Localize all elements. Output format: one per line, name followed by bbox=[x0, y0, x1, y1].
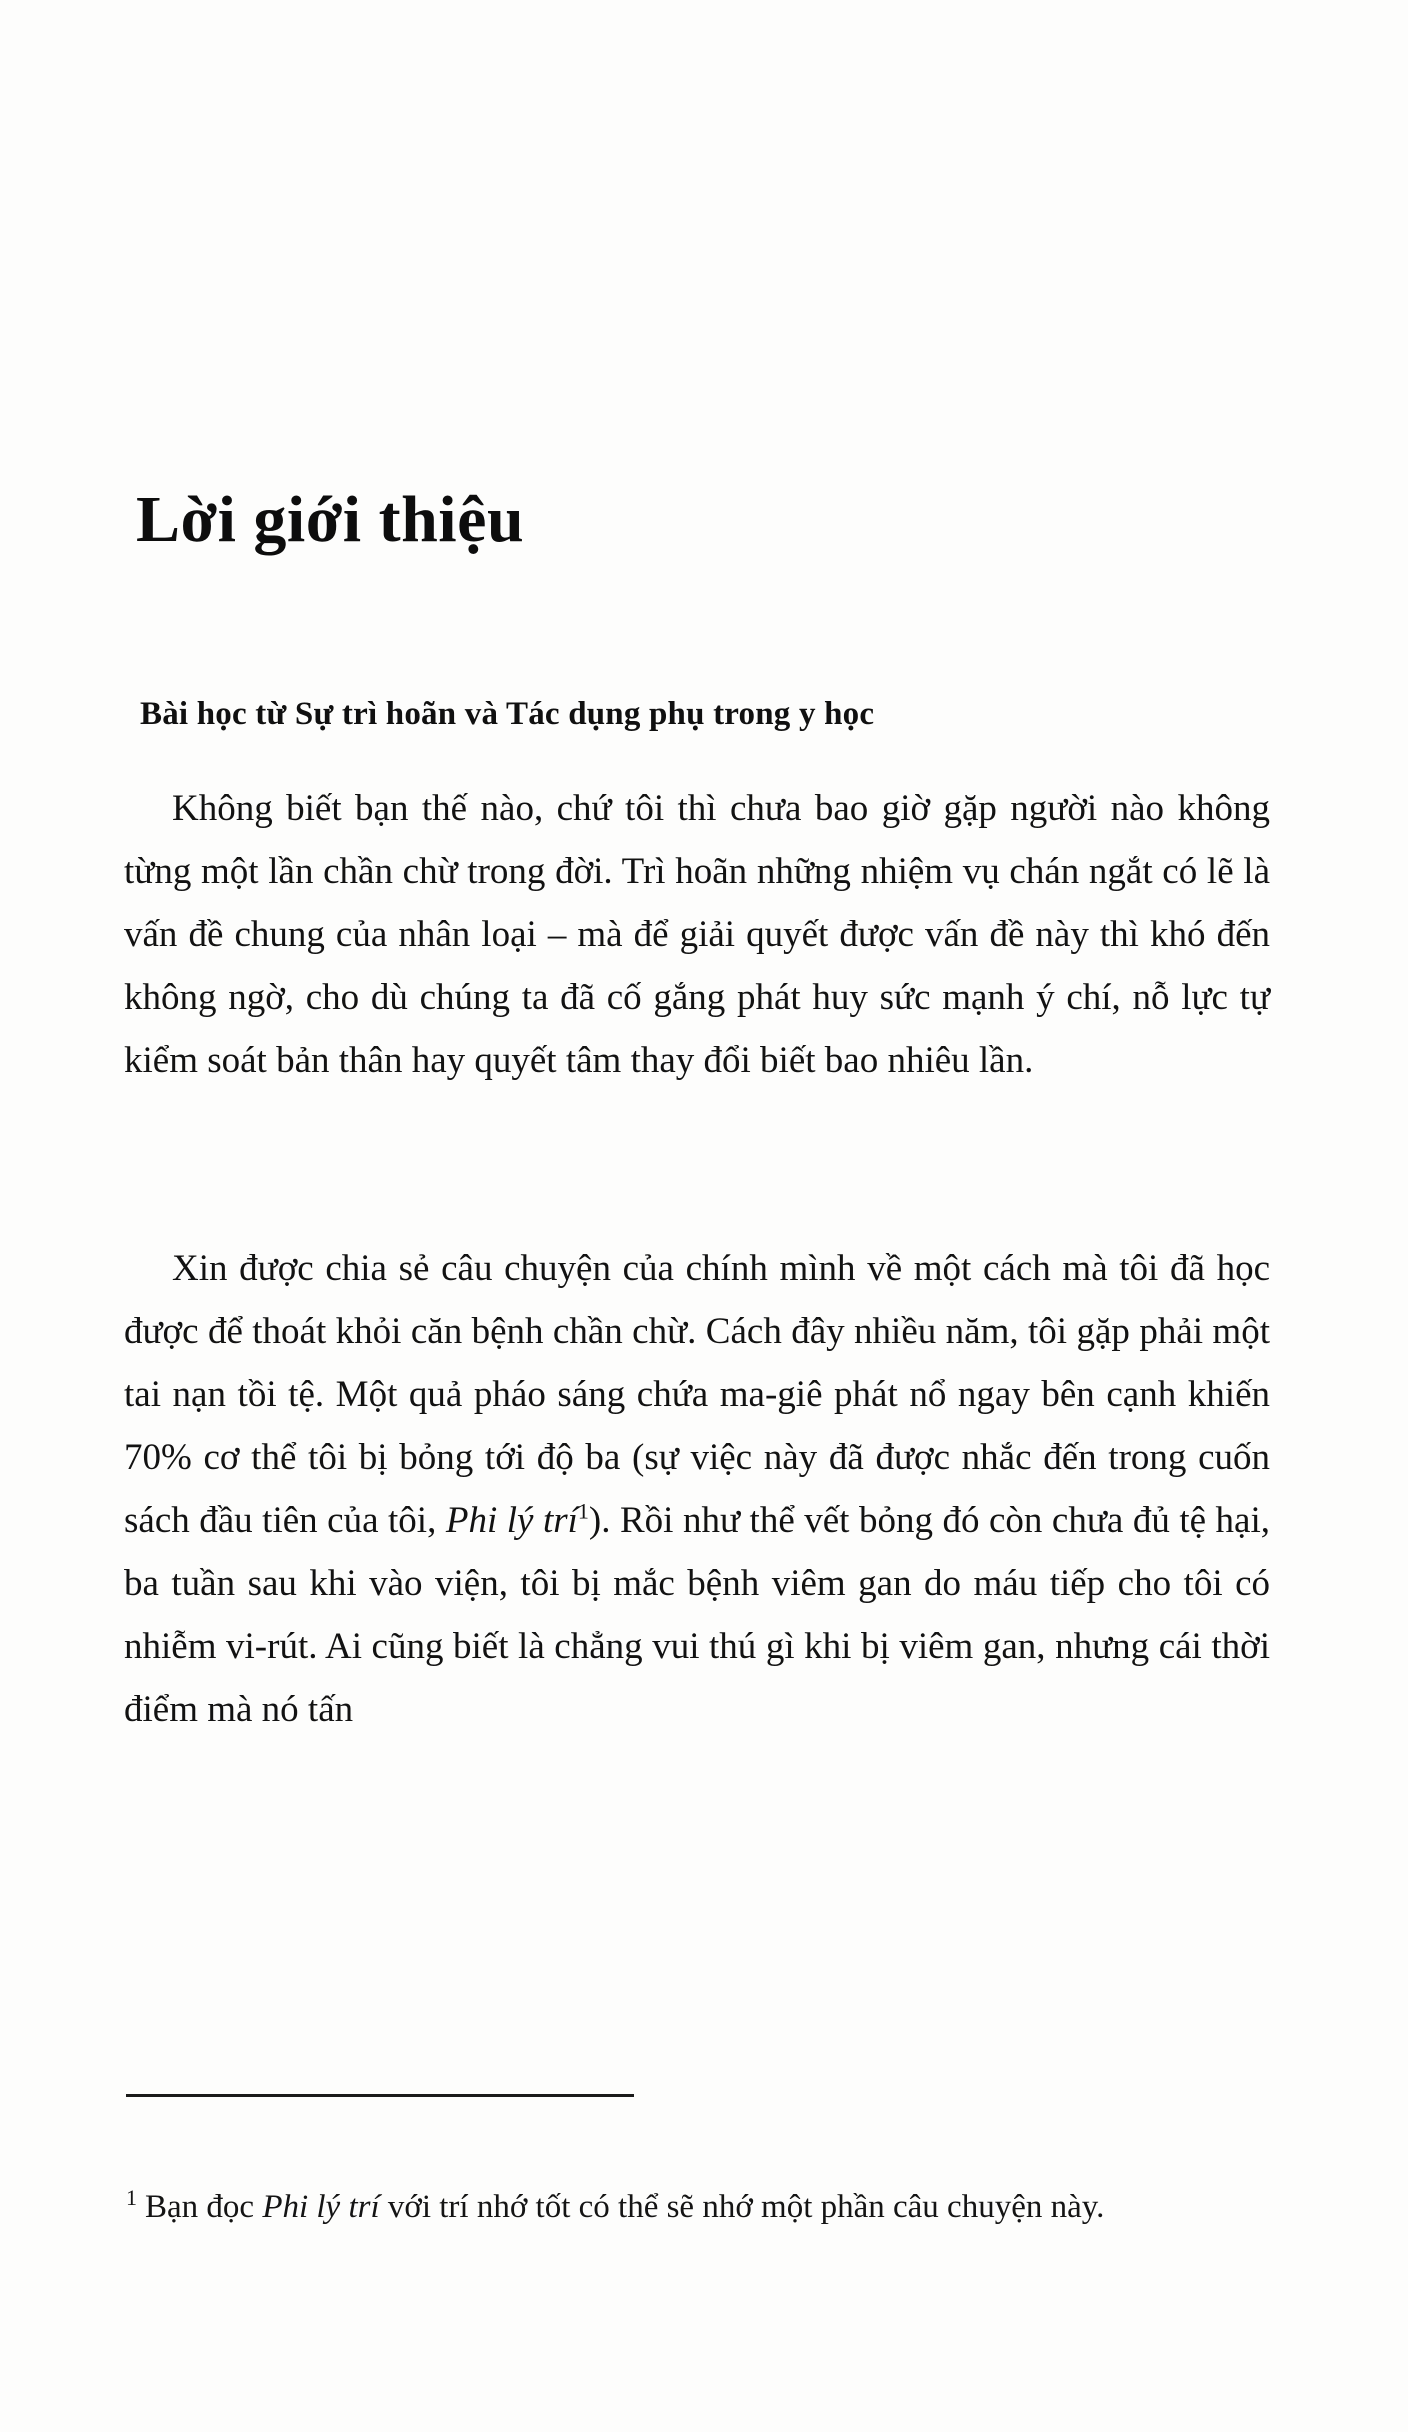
page-title: Lời giới thiệu bbox=[136, 483, 525, 557]
section-subtitle: Bài học từ Sự trì hoãn và Tác dụng phụ trong y học bbox=[140, 696, 875, 733]
paragraph-2-text-part-1: Xin được chia sẻ câu chuyện của chính mình về một cách mà tôi đã học được để thoát khỏi căn bệnh chần chừ. Cách đây nhiều năm, tôi gặp phải một tai nạn tồi tệ. Một quả pháo sáng chứa ma-giê phát nổ ngay bên cạnh khiến 70% cơ thể tôi bị bỏng tới độ ba (sự việc này đã được nhắc đến trong cuốn sách đầu tiên của tôi, bbox=[124, 1248, 1270, 1541]
paragraph-1-text: Không biết bạn thế nào, chứ tôi thì chưa bao giờ gặp người nào không từng một lần chần chừ trong đời. Trì hoãn những nhiệm vụ chán ngắt có lẽ là vấn đề chung của nhân loại – mà để giải quyết được vấn đề này thì khó đến không ngờ, cho dù chúng ta đã cố gắng phát huy sức mạnh ý chí, nỗ lực tự kiểm soát bản thân hay quyết tâm thay đổi biết bao nhiêu lần. bbox=[124, 788, 1270, 1081]
footnote-marker: 1 bbox=[126, 2185, 137, 2210]
footnote-divider bbox=[126, 2094, 634, 2097]
paragraph-2-text-part-2: ). Rồi như thể vết bỏng đó còn chưa đủ tệ hại, ba tuần sau khi vào viện, tôi bị mắc bệnh viêm gan do máu tiếp cho tôi có nhiễm vi-rút. Ai cũng biết là chẳng vui thú gì khi bị viêm gan, nhưng cái thời điểm mà nó tấn bbox=[124, 1500, 1270, 1730]
body-paragraph-2 bbox=[124, 1237, 1270, 1741]
body-paragraph-1 bbox=[124, 777, 1270, 1092]
page-content-area bbox=[118, 0, 1298, 2432]
footnote-part-2: với trí nhớ tốt có thể sẽ nhớ một phần câu chuyện này. bbox=[379, 2189, 1105, 2225]
footnote-text bbox=[126, 2177, 1272, 2237]
footnote-book-title-italic: Phi lý trí bbox=[262, 2189, 380, 2225]
footnote-reference-1[interactable]: 1 bbox=[577, 1498, 589, 1524]
footnote-part-1: Bạn đọc bbox=[145, 2189, 263, 2225]
book-title-italic: Phi lý trí bbox=[445, 1500, 578, 1541]
